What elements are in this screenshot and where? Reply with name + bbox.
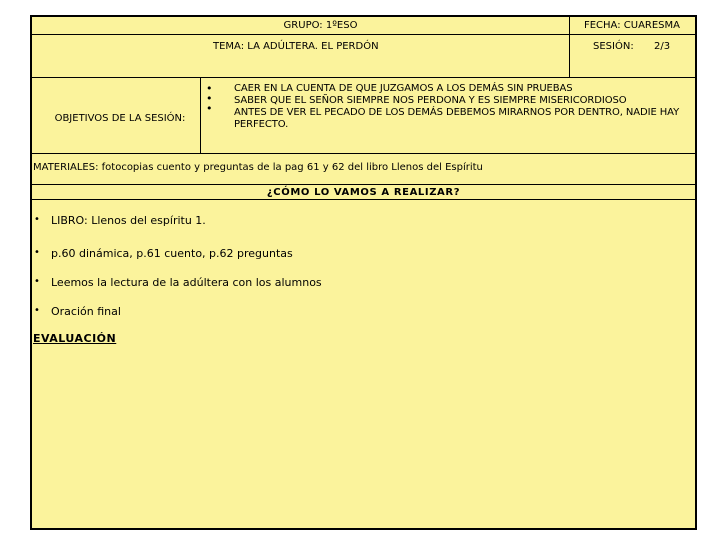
- objetivo-item: CAER EN LA CUENTA DE QUE JUZGAMOS A LOS DEMÁS SIN PRUEBAS: [234, 83, 573, 94]
- objetivo-item: ANTES DE VER EL PECADO DE LOS DEMÁS DEBEMOS MIRARNOS POR DENTRO, NADIE HAY PERFECTO.: [234, 107, 680, 130]
- objetivos-list: [234, 83, 691, 131]
- step-text: Oración final: [51, 305, 121, 318]
- bullet-icon: •: [34, 276, 40, 287]
- step-text: p.60 dinámica, p.61 cuento, p.62 preguntas: [51, 247, 293, 260]
- sesion-label: SESIÓN:: [593, 41, 634, 52]
- bullet-icon: •: [34, 305, 40, 316]
- objetivos-label: OBJETIVOS DE LA SESIÓN:: [54, 112, 186, 124]
- fecha-cell: [569, 17, 695, 34]
- objetivos-row: [32, 78, 695, 154]
- bullet-icon: •: [34, 214, 40, 225]
- step-text: Leemos la lectura de la adúltera con los alumnos: [51, 276, 322, 289]
- evaluacion-heading: EVALUACIÓN: [33, 332, 117, 345]
- objetivo-item: SABER QUE EL SEÑOR SIEMPRE NOS PERDONA Y ES SIEMPRE MISERICORDIOSO: [234, 95, 627, 106]
- materiales-text: MATERIALES: fotocopias cuento y preguntas de la pag 61 y 62 del libro Llenos del Espíritu: [33, 162, 483, 173]
- objetivos-label-cell: [32, 78, 200, 153]
- fecha-text: FECHA: CUARESMA: [583, 20, 680, 31]
- bullet-icon: •: [206, 92, 213, 105]
- tema-text: TEMA: LA ADÚLTERA. EL PERDÓN: [213, 41, 379, 52]
- como-title: ¿CÓMO LO VAMOS A REALIZAR?: [266, 186, 461, 198]
- tema-cell: [32, 35, 569, 77]
- step-item: [32, 214, 632, 228]
- grupo-text: GRUPO: 1ºESO: [283, 20, 358, 31]
- bullet-icon: •: [34, 247, 40, 258]
- sesion-value: 2/3: [654, 41, 671, 52]
- step-item: [32, 247, 632, 261]
- header-row-tema: [32, 35, 695, 78]
- sesion-cell: [569, 35, 695, 77]
- bullet-icon: •: [206, 102, 213, 115]
- como-title-row: [32, 185, 695, 200]
- bullet-icon: •: [206, 82, 213, 95]
- header-row-grupo: [32, 17, 695, 35]
- grupo-cell: [32, 17, 569, 34]
- step-text: LIBRO: Llenos del espíritu 1.: [51, 214, 206, 227]
- materiales-row: [32, 154, 695, 185]
- session-sheet: [30, 15, 697, 530]
- step-item: [32, 276, 632, 290]
- objetivos-bullets: [206, 84, 216, 114]
- step-item: [32, 305, 632, 319]
